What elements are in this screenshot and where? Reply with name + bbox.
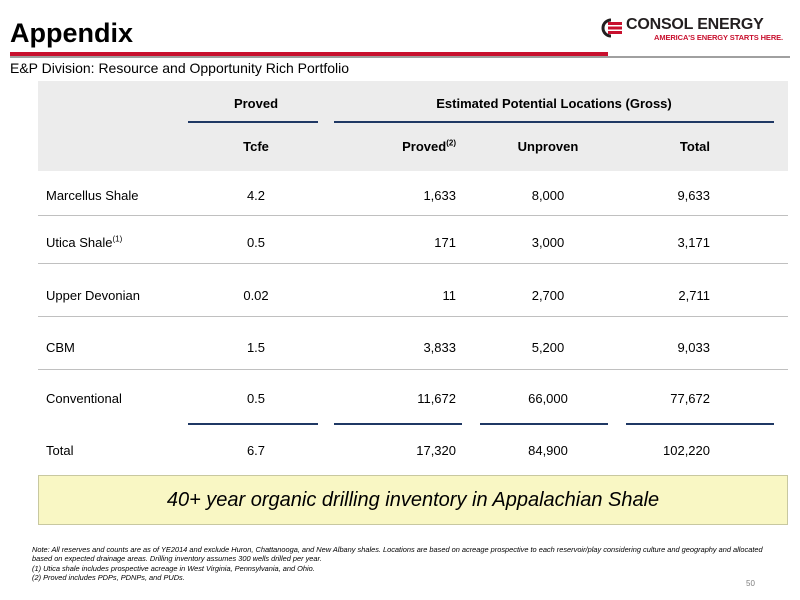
cell-tcfe: 0.02 <box>243 288 269 303</box>
row-label: Upper Devonian <box>46 288 140 303</box>
footnotes <box>32 545 772 583</box>
cell-tcfe: 4.2 <box>246 188 266 203</box>
total-rule-total <box>626 423 774 425</box>
col-header-unproven: Unproven <box>517 139 579 154</box>
row-divider <box>38 215 788 216</box>
row-label: Utica Shale$^{(1)}$ <box>46 234 123 250</box>
group-header-locations: Estimated Potential Locations (Gross) <box>436 96 672 111</box>
footnote-main: Note: All reserves and counts are as of YE2014 and exclude Huron, Chattanooga, and New Albany shales. Locations are based on acreage prospective to each reservoir/play considering culture and geography and allocated based on expected drainage areas. Drilling inventory assumes 300 wells drilled per year. <box>32 545 763 564</box>
page-title: Appendix <box>10 18 134 48</box>
cell-unproven: 3,000 <box>531 235 565 250</box>
cell-total: 9,633 <box>677 188 710 203</box>
row-divider <box>38 263 788 264</box>
cell-proved: 1,633 <box>423 188 456 203</box>
row-label: Total <box>46 443 74 458</box>
callout-box: 40+ year organic drilling inventory in Appalachian Shale <box>38 475 788 525</box>
col-header-proved: Proved$^{(2)}$ <box>402 138 456 154</box>
cell-unproven: 84,900 <box>528 443 568 458</box>
cell-unproven: 66,000 <box>528 391 568 406</box>
cell-unproven: 8,000 <box>531 188 565 203</box>
table-header-band <box>38 81 788 171</box>
cell-unproven: 5,200 <box>531 340 565 355</box>
cell-proved: 17,320 <box>416 443 456 458</box>
cell-proved: 171 <box>434 235 456 250</box>
cell-proved: 11,672 <box>417 391 456 406</box>
group-rule-locations <box>334 121 774 123</box>
col-header-total: Total <box>679 139 710 154</box>
logo-wordmark: CONSOL ENERGY <box>626 16 764 33</box>
row-divider <box>38 369 788 370</box>
cell-total: 2,711 <box>678 288 710 303</box>
cell-proved: 3,833 <box>423 340 456 355</box>
title-rule-gray <box>10 56 790 58</box>
footnote-1: (1) Utica shale includes prospective acreage in West Virginia, Pennsylvania, and Ohio. <box>32 563 315 573</box>
row-divider <box>38 316 788 317</box>
cell-tcfe: 0.5 <box>246 235 266 250</box>
company-logo <box>598 16 788 42</box>
cell-total: 9,033 <box>677 340 710 355</box>
col-header-tcfe: Tcfe <box>243 139 269 154</box>
group-header-proved: Proved <box>233 96 279 111</box>
footnote-2: (2) Proved includes PDPs, PDNPs, and PUDs. <box>32 573 185 583</box>
row-label: Marcellus Shale <box>46 188 139 203</box>
cell-unproven: 2,700 <box>531 288 565 303</box>
cell-proved: 11 <box>442 288 456 303</box>
total-rule-unproven <box>480 423 608 425</box>
row-label: Conventional <box>46 391 122 406</box>
row-label: CBM <box>46 340 75 355</box>
cell-total: 102,220 <box>663 443 710 458</box>
page-subtitle: E&P Division: Resource and Opportunity Rich Portfolio <box>10 60 350 76</box>
total-rule-tcfe <box>188 423 318 425</box>
resource-table <box>38 81 788 467</box>
consol-logo-mark-icon <box>598 18 624 38</box>
cell-tcfe: 6.7 <box>246 443 266 458</box>
group-rule-proved <box>188 121 318 123</box>
cell-total: 77,672 <box>670 391 710 406</box>
cell-tcfe: 0.5 <box>246 391 266 406</box>
cell-total: 3,171 <box>677 235 710 250</box>
logo-tagline: AMERICA'S ENERGY STARTS HERE. <box>654 33 784 42</box>
page-number: 50 <box>746 579 755 588</box>
total-rule-proved <box>334 423 462 425</box>
cell-tcfe: 1.5 <box>246 340 266 355</box>
